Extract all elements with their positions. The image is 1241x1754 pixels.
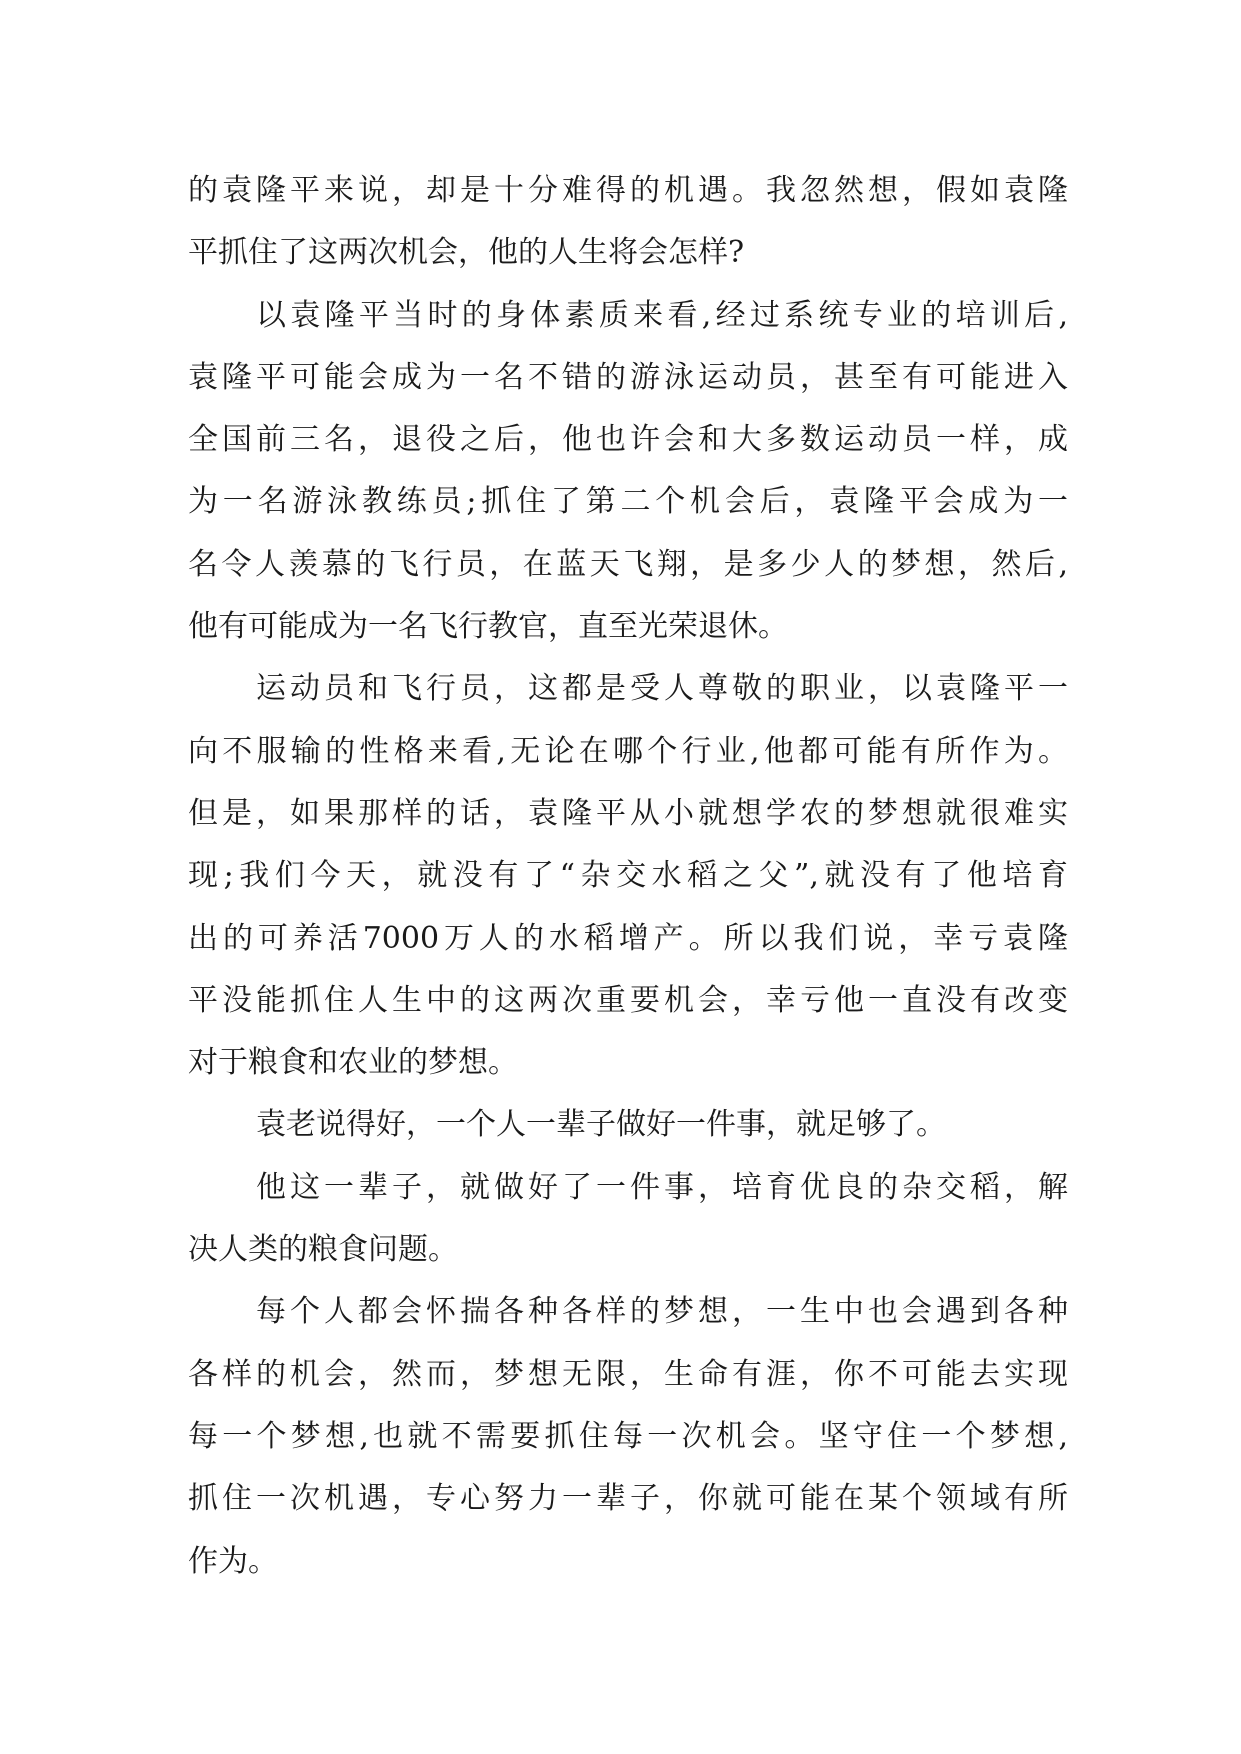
text-line: 平没能抓住人生中的这两次重要机会，幸亏他一直没有改变 xyxy=(188,982,1068,1018)
text-line: 袁隆平可能会成为一名不错的游泳运动员，甚至有可能进入 xyxy=(188,359,1068,395)
text-line: 全国前三名，退役之后，他也许会和大多数运动员一样，成 xyxy=(188,422,1068,458)
article-body xyxy=(188,160,1068,1593)
paragraph-first-line: 每个人都会怀揣各种各样的梦想，一生中也会遇到各种 xyxy=(256,1294,1068,1330)
text-line: 各样的机会，然而，梦想无限，生命有涯，你不可能去实现 xyxy=(188,1356,1068,1392)
text-line: 每一个梦想,也就不需要抓住每一次机会。坚守住一个梦想, xyxy=(188,1418,1068,1454)
text-line: 现;我们今天，就没有了“杂交水稻之父”,就没有了他培育 xyxy=(188,858,1068,894)
text-line: 出的可养活7000万人的水稻增产。所以我们说，幸亏袁隆 xyxy=(188,920,1068,956)
text-line: 抓住一次机遇，专心努力一辈子，你就可能在某个领域有所 xyxy=(188,1481,1068,1517)
paragraph-first-line: 他这一辈子，就做好了一件事，培育优良的杂交稻，解 xyxy=(256,1169,1068,1205)
paragraph-first-line: 以袁隆平当时的身体素质来看,经过系统专业的培训后, xyxy=(256,297,1068,333)
paragraph-first-line: 袁老说得好，一个人一辈子做好一件事，就足够了。 xyxy=(256,1107,946,1143)
text-line: 作为。 xyxy=(188,1543,278,1579)
text-line: 名令人羡慕的飞行员，在蓝天飞翔，是多少人的梦想，然后, xyxy=(188,546,1068,582)
text-line: 对于粮食和农业的梦想。 xyxy=(188,1045,518,1081)
text-line: 为一名游泳教练员;抓住了第二个机会后，袁隆平会成为一 xyxy=(188,484,1068,520)
text-line: 但是，如果那样的话，袁隆平从小就想学农的梦想就很难实 xyxy=(188,795,1068,831)
text-line: 平抓住了这两次机会，他的人生将会怎样? xyxy=(188,235,745,271)
text-line: 向不服输的性格来看,无论在哪个行业,他都可能有所作为。 xyxy=(188,733,1068,769)
text-line: 他有可能成为一名飞行教官，直至光荣退休。 xyxy=(188,609,788,645)
text-line: 决人类的粮食问题。 xyxy=(188,1232,458,1268)
text-line: 的袁隆平来说，却是十分难得的机遇。我忽然想，假如袁隆 xyxy=(188,173,1068,208)
paragraph-first-line: 运动员和飞行员，这都是受人尊敬的职业，以袁隆平一 xyxy=(256,671,1068,707)
